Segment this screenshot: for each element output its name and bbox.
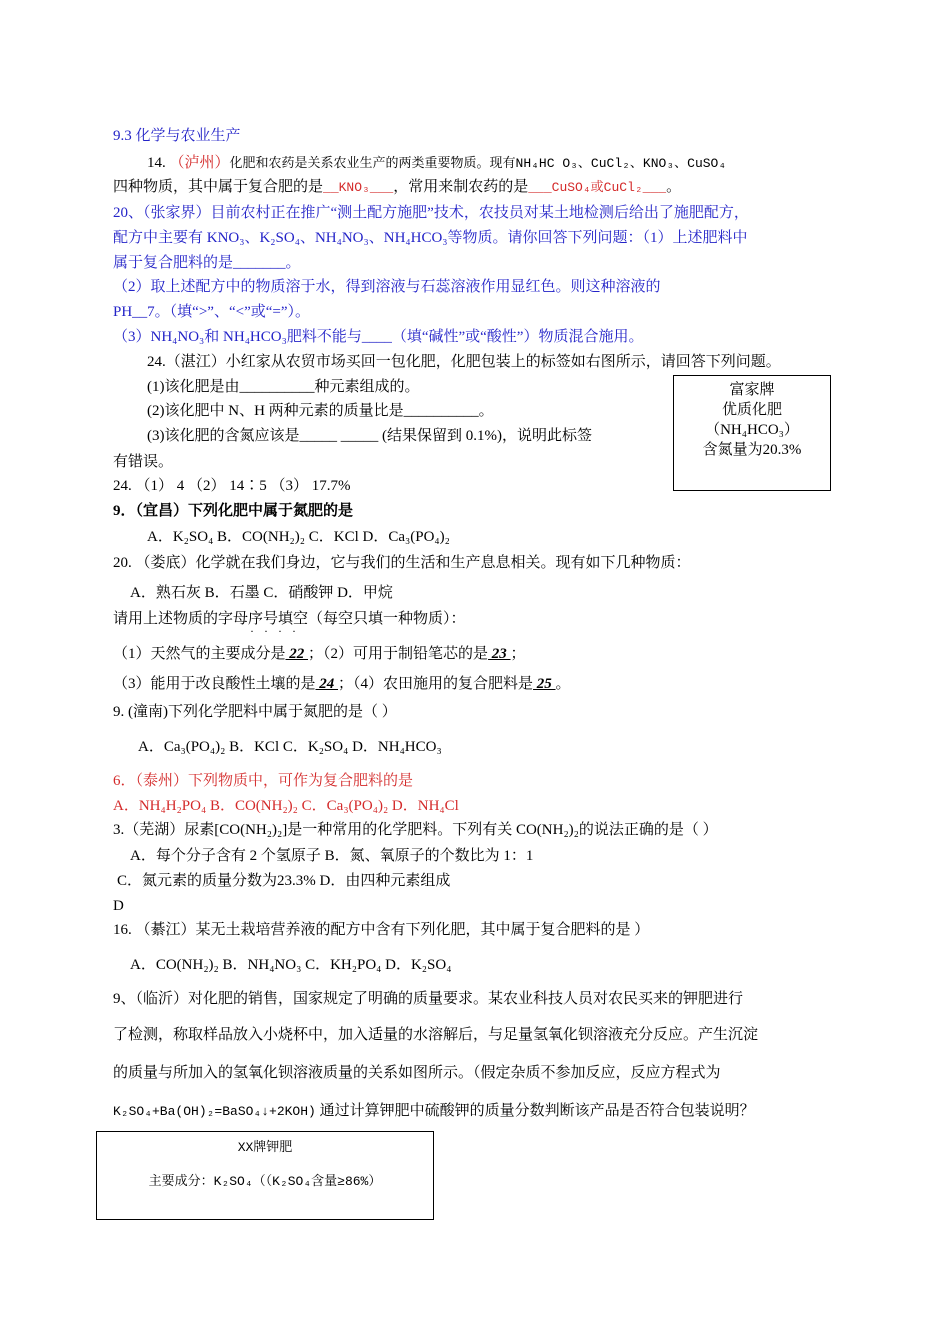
q3-wuhu-stem: 3.（芜湖）尿素[CO(NH₂)₂]是一种常用的化学肥料。下列有关 CO(NH₂)₂的说法正确的是（ ） [113, 822, 718, 838]
q20-zjj-line1: 20、（张家界）目前农村正在推广“测土配方施肥”技术，农技员对某土地检测后给出了施肥配方， [113, 205, 749, 221]
q14-line2: 四种物质，其中属于复合肥的是__KNO₃___，常用来制农药的是___CuSO₄或CuCl₂___。 [113, 179, 682, 195]
potash-content: 主要成分：K₂SO₄（（K₂SO₄含量≥86%） [148, 1174, 382, 1189]
label-formula: （NH₄HCO₃） [705, 422, 799, 438]
q3-wuhu-options-ab: A．每个分子含有 2 个氢原子 B．氮、氧原子的个数比为 1：1 [130, 848, 534, 864]
q24-line2: (1)该化肥是由__________种元素组成的。 [147, 379, 420, 395]
q20-zjj-line6: （3）NH₄NO₃和 NH₄HCO₃肥料不能与____（填“碱性”或“酸性”）物质混合施用。 [113, 329, 644, 345]
q9-linyi-line1: 9、（临沂）对化肥的销售，国家规定了明确的质量要求。某农业科技人员对农民买来的钾肥进行 [113, 991, 744, 1007]
q24-line4: (3)该化肥的含氮应该是_____ _____ (结果保留到 0.1%)，说明此标签 [147, 428, 592, 444]
fertilizer-label-box [673, 375, 831, 491]
q16-qijiang-options: A．CO(NH₂)₂ B．NH₄NO₃ C．KH₂PO₄ D．K₂SO₄ [130, 957, 452, 973]
label-content: 含氮量为20.3% [702, 442, 802, 458]
label-brand: 富家牌 [729, 382, 775, 398]
emphasis-dots: ···· [250, 624, 306, 638]
q20-zjj-line2: 配方中主要有 KNO₃、K₂SO₄、NH₄NO₃、NH₄HCO₃等物质。请你回答下列问题：（1）上述肥料中 [113, 230, 748, 246]
q24-answer: 24. （1） 4 （2） 14∶5 （3） 17.7% [113, 478, 351, 494]
section-title: 9.3 化学与农业生产 [113, 128, 241, 144]
q9-tongnan-stem: 9. (潼南)下列化学肥料中属于氮肥的是（ ） [113, 704, 397, 720]
q9-linyi-line3: 的质量与所加入的氢氧化钡溶液质量的关系如图所示。（假定杂质不参加反应，反应方程式为 [113, 1065, 721, 1081]
q9-yichang-options: A．K₂SO₄ B．CO(NH₂)₂ C．KCl D．Ca₃(PO₄)₂ [147, 529, 450, 545]
potash-title: XX牌钾肥 [237, 1140, 293, 1155]
q6-taizhou-stem: 6．（泰州）下列物质中，可作为复合肥料的是 [113, 773, 414, 789]
label-product: 优质化肥 [721, 402, 782, 418]
q3-wuhu-options-cd: C．氮元素的质量分数为23.3% D．由四种元素组成 [117, 873, 451, 889]
q20-loudi-line3: 请用上述物质的字母序号填空（每空只填一种物质）： [113, 611, 466, 627]
q20-zjj-line3: 属于复合肥料的是_______。 [113, 255, 301, 271]
q3-wuhu-answer: D [113, 898, 124, 914]
q20-loudi-line4: （1）天然气的主要成分是 22 ；（2）可用于制铅笔芯的是 23 ； [113, 646, 526, 662]
q20-loudi-line1: 20. （娄底）化学就在我们身边，它与我们的生活和生产息息相关。现有如下几种物质： [113, 555, 691, 571]
q24-line1: 24.（湛江）小红家从农贸市场买回一包化肥，化肥包装上的标签如右图所示，请回答下列问题。 [147, 354, 781, 370]
q9-yichang-stem: 9．（宜昌）下列化肥中属于氮肥的是 [113, 503, 354, 519]
q14-line1: 14. （泸州）化肥和农药是关系农业生产的两类重要物质。现有NH₄HC O₃、CuCl₂、KNO₃、CuSO₄ [147, 155, 727, 171]
q9-linyi-line2: 了检测，称取样品放入小烧杯中，加入适量的水溶解后，与足量氢氧化钡溶液充分反应。产生沉淀 [113, 1027, 759, 1043]
q24-line3: (2)该化肥中 N、H 两种元素的质量比是__________。 [147, 403, 494, 419]
q9-tongnan-options: A．Ca₃(PO₄)₂ B．KCl C．K₂SO₄ D．NH₄HCO₃ [138, 739, 442, 755]
q20-loudi-line5: （3）能用于改良酸性土壤的是 24 ；（4）农田施用的复合肥料是 25 。 [113, 676, 571, 692]
potash-label-box [96, 1131, 434, 1220]
q9-linyi-line4: K₂SO₄+Ba(OH)₂=BaSO₄↓+2KOH) 通过计算钾肥中硫酸钾的质量分数判断该产品是否符合包装说明？ [113, 1103, 755, 1119]
q20-zjj-line4: （2）取上述配方中的物质溶于水，得到溶液与石蕊溶液作用显红色。则这种溶液的 [113, 279, 661, 295]
q20-loudi-options: A．熟石灰 B．石墨 C．硝酸钾 D．甲烷 [130, 585, 393, 601]
q20-zjj-line5: PH__7。（填“>”、“<”或“=”）。 [113, 304, 311, 320]
q16-qijiang-stem: 16. （綦江）某无土栽培营养液的配方中含有下列化肥，其中属于复合肥料的是 ） [113, 922, 650, 938]
q24-line5: 有错误。 [113, 454, 174, 470]
q6-taizhou-options: A．NH₄H₂PO₄ B．CO(NH₂)₂ C．Ca₃(PO₄)₂ D．NH₄Cl [113, 798, 459, 814]
